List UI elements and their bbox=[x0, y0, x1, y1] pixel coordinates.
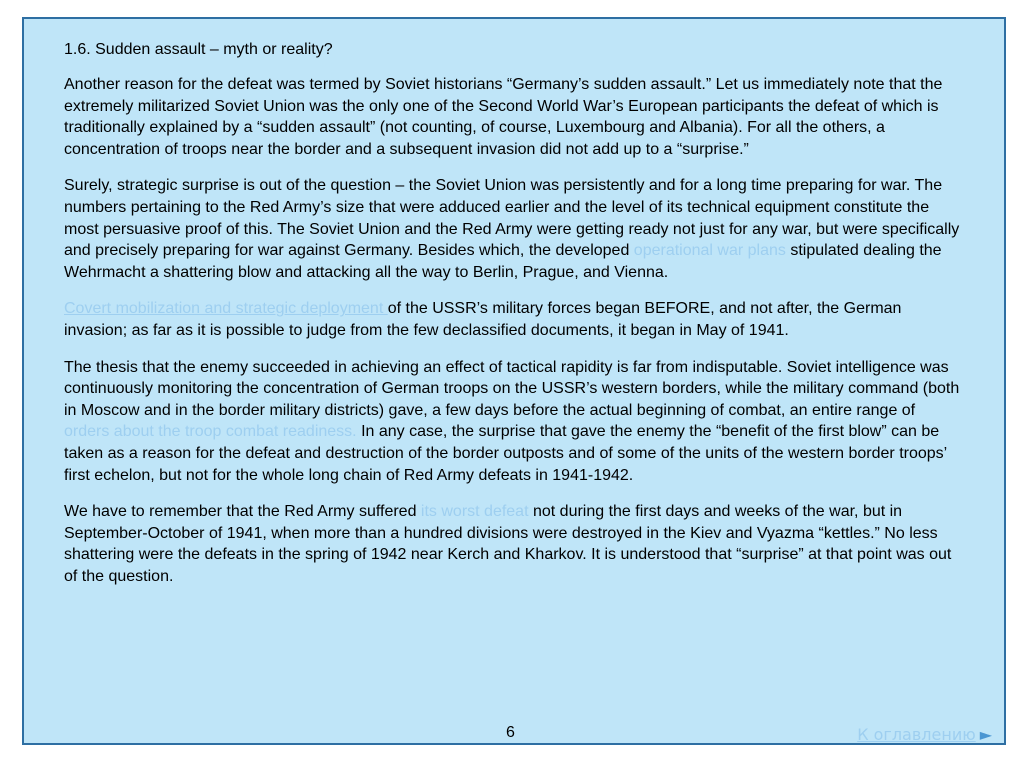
paragraph-3 bbox=[64, 298, 964, 341]
page-number: 6 bbox=[506, 724, 515, 741]
paragraph-2 bbox=[64, 175, 964, 283]
covert-mobilization-link[interactable]: Covert mobilization and strategic deployment bbox=[64, 300, 388, 318]
paragraph-2-text-b: stipulated dealing the Wehrmacht a shattering blow and attacking all the way to Berlin, Prague, and Vienna. bbox=[64, 242, 942, 281]
paragraph-5-text-b: not during the first days and weeks of the war, but in September-October of 1941, when more than a hundred divisions were destroyed in the Kiev and Vyazma “kettles.” No less shattering were the defeats in the spring of 1942 near Kerch and Kharkov. It is understood that “surprise” at that point was out of the question. bbox=[64, 503, 952, 585]
toc-link-label: К оглавлению bbox=[857, 725, 976, 744]
worst-defeat-link[interactable]: its worst defeat bbox=[420, 503, 529, 521]
operational-war-plans-link[interactable]: operational war plans bbox=[633, 242, 786, 260]
paragraph-5 bbox=[64, 501, 964, 587]
table-of-contents-link[interactable] bbox=[857, 725, 992, 744]
paragraph-1: Another reason for the defeat was termed by Soviet historians “Germany’s sudden assault.” Let us immediately note that the extremely militarized Soviet Union was the only one of the Second World War’s European participants the defeat of which is traditionally explained by a “sudden assault” (not counting, of course, Luxembourg and Albania). For all the others, a concentration of troops near the border and a subsequent invasion did not add up to a “surprise.” bbox=[64, 76, 943, 158]
paragraph-3-text: of the USSR’s military forces began BEFORE, and not after, the German invasion; as far as it is possible to judge from the few declassified documents, it began in May of 1941. bbox=[64, 300, 902, 339]
slide-frame bbox=[22, 17, 1006, 745]
right-arrow-icon: ► bbox=[979, 725, 992, 744]
combat-readiness-orders-link[interactable]: orders about the troop combat readiness. bbox=[64, 423, 357, 441]
paragraph-2-text-a: Surely, strategic surprise is out of the question – the Soviet Union was persistently and for a long time preparing for war. The numbers pertaining to the Red Army’s size that were adduced earlier and the level of its technical equipment constitute the most persuasive proof of this. The Soviet Union and the Red Army were getting ready not just for any war, but were specifically and precisely preparing for war against Germany. Besides which, the developed bbox=[64, 177, 960, 260]
paragraph-5-text-a: We have to remember that the Red Army suffered bbox=[64, 503, 421, 521]
paragraph-4-text-a: The thesis that the enemy succeeded in achieving an effect of tactical rapidity is far from indisputable. Soviet intelligence was continuously monitoring the concentration of German troops on the USSR’s western borders, while the military command (both in Moscow and in the border military districts) gave, a few days before the actual beginning of combat, an entire range of bbox=[64, 358, 960, 419]
paragraph-4 bbox=[64, 357, 964, 487]
main-text bbox=[64, 39, 964, 602]
section-title: 1.6. Sudden assault – myth or reality? bbox=[64, 41, 333, 58]
paragraph-4-text-b: In any case, the surprise that gave the enemy the “benefit of the first blow” can be taken as a reason for the defeat and destruction of the border outposts and of some of the units of the western border troops’ first echelon, but not for the whole long chain of Red Army defeats in 1941-1942. bbox=[64, 423, 947, 484]
